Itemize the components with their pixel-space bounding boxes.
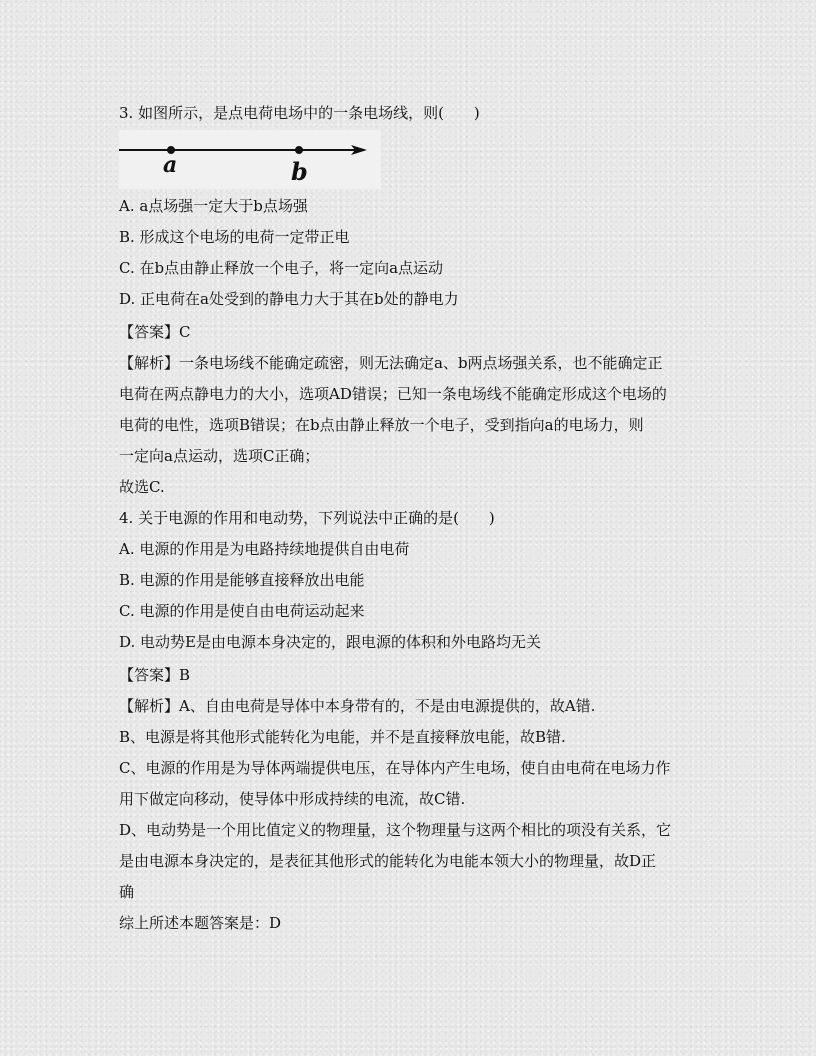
field-line-svg bbox=[119, 130, 381, 189]
q3-analysis-line: 电荷在两点静电力的大小，选项AD错误；已知一条电场线不能确定形成这个电场的 bbox=[119, 385, 667, 403]
q3-analysis-line: 一定向a点运动，选项C正确； bbox=[119, 447, 320, 465]
q4-answer: 【答案】B bbox=[119, 666, 191, 684]
q4-option-b: B. 电源的作用是能够直接释放出电能 bbox=[119, 571, 365, 589]
q3-conclusion: 故选C. bbox=[119, 478, 165, 496]
q4-conclusion: 综上所述本题答案是：D bbox=[119, 914, 282, 932]
q3-option-a: A. a点场强一定大于b点场强 bbox=[119, 197, 308, 215]
q4-analysis-line: 用下做定向移动，使导体中形成持续的电流，故C错. bbox=[119, 790, 466, 808]
label-b: b bbox=[291, 157, 308, 186]
q3-analysis-line: 电荷的电性，选项B错误；在b点由静止释放一个电子，受到指向a的电场力，则 bbox=[119, 416, 644, 434]
q4-option-a: A. 电源的作用是为电路持续地提供自由电荷 bbox=[119, 540, 410, 558]
q4-stem: 4. 关于电源的作用和电动势，下列说法中正确的是( ) bbox=[119, 509, 495, 527]
q4-analysis-line: 是由电源本身决定的，是表征其他形式的能转化为电能本领大小的物理量，故D正 bbox=[119, 852, 657, 870]
q4-analysis-line: 确 bbox=[119, 883, 135, 901]
point-b bbox=[295, 146, 303, 154]
q4-option-c: C. 电源的作用是使自由电荷运动起来 bbox=[119, 602, 365, 620]
q3-option-c: C. 在b点由静止释放一个电子，将一定向a点运动 bbox=[119, 259, 444, 277]
q4-analysis-line: B、电源是将其他形式能转化为电能，并不是直接释放电能，故B错. bbox=[119, 728, 566, 746]
label-a: a bbox=[163, 152, 178, 178]
q3-analysis-line: 【解析】一条电场线不能确定疏密，则无法确定a、b两点场强关系，也不能确定正 bbox=[119, 354, 663, 372]
q3-option-b: B. 形成这个电场的电荷一定带正电 bbox=[119, 228, 350, 246]
q4-option-d: D. 电动势E是由电源本身决定的，跟电源的体积和外电路均无关 bbox=[119, 633, 541, 651]
q3-stem: 3. 如图所示，是点电荷电场中的一条电场线，则( ) bbox=[119, 104, 480, 122]
q4-analysis-line: C、电源的作用是为导体两端提供电压，在导体内产生电场，使自由电荷在电场力作 bbox=[119, 759, 671, 777]
q4-analysis-line: D、电动势是一个用比值定义的物理量，这个物理量与这两个相比的项没有关系，它 bbox=[119, 821, 672, 839]
q3-option-d: D. 正电荷在a处受到的静电力大于其在b处的静电力 bbox=[119, 290, 459, 308]
q3-answer: 【答案】C bbox=[119, 323, 191, 341]
electric-field-line-figure bbox=[119, 130, 381, 189]
q4-analysis-line: 【解析】A、自由电荷是导体中本身带有的，不是由电源提供的，故A错. bbox=[119, 697, 596, 715]
